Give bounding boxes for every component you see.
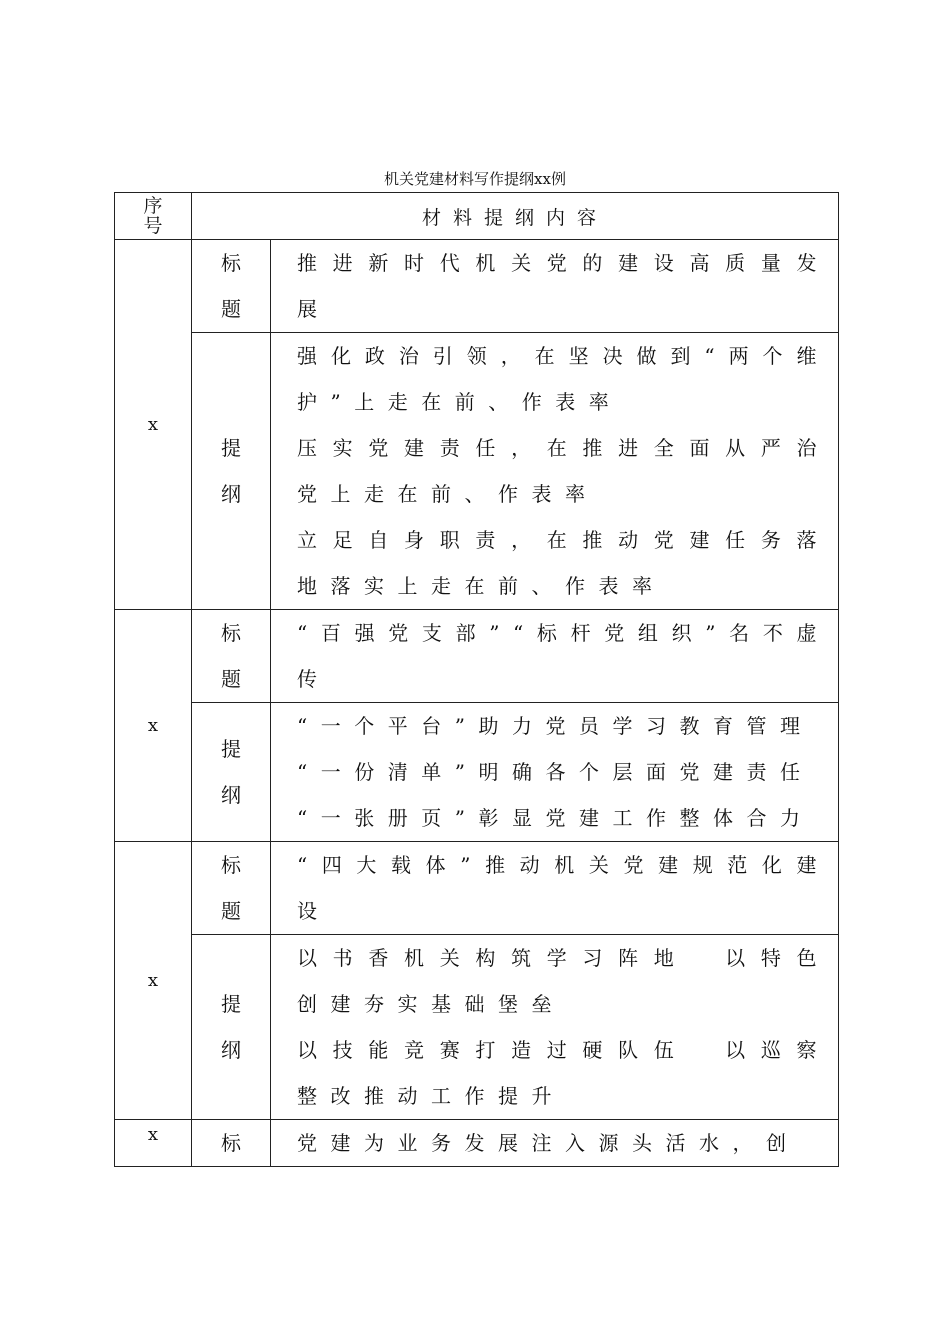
- section-outline-row: [115, 333, 839, 610]
- outline-label: 提纲: [192, 333, 271, 610]
- table-header-row: [115, 193, 839, 240]
- outline-label: 提纲: [192, 703, 271, 842]
- section-no: x: [115, 240, 192, 610]
- outline-item: “一张册页”彰显党建工作整体合力: [297, 806, 814, 830]
- section-title: 党建为业务发展注入源头活水，创: [271, 1120, 839, 1167]
- title-label: 标题: [192, 610, 271, 703]
- title-label: 标题: [192, 842, 271, 935]
- outline-label: 提纲: [192, 935, 271, 1120]
- section-title: “百强党支部”“标杆党组织”名不虚传: [271, 610, 839, 703]
- section-title: “四大载体”推动机关党建规范化建设: [271, 842, 839, 935]
- section-no: x: [115, 610, 192, 842]
- title-label: 标: [192, 1120, 271, 1167]
- outline-item: 立足自身职责，在推动党建任务落地落实上走在前、作表率: [297, 528, 831, 598]
- section-outline-row: [115, 935, 839, 1120]
- outline-item: 强化政治引领，在坚决做到“两个维护”上走在前、作表率: [297, 344, 831, 414]
- section-title-row: [115, 610, 839, 703]
- section-no: x: [115, 1120, 192, 1167]
- outline-item: “一份清单”明确各个层面党建责任: [297, 760, 814, 784]
- outline-item: “一个平台”助力党员学习教育管理: [297, 714, 814, 738]
- section-no: x: [115, 842, 192, 1120]
- section-outline-row: [115, 703, 839, 842]
- header-content: 材料提纲内容: [192, 193, 839, 240]
- section-outline: [271, 333, 839, 610]
- outline-item: 以书香机关构筑学习阵地 以特色创建夯实基础堡垒: [297, 946, 831, 1016]
- section-title: 推进新时代机关党的建设高质量发展: [271, 240, 839, 333]
- header-no: 序号: [115, 193, 192, 240]
- section-outline: [271, 703, 839, 842]
- section-title-row: [115, 842, 839, 935]
- outline-table: [114, 192, 839, 1167]
- outline-item: 以技能竞赛打造过硬队伍 以巡察整改推动工作提升: [297, 1038, 831, 1108]
- outline-item: 压实党建责任，在推进全面从严治党上走在前、作表率: [297, 436, 831, 506]
- section-outline: [271, 935, 839, 1120]
- section-title-row: [115, 1120, 839, 1167]
- document-title: 机关党建材料写作提纲xx例: [384, 170, 566, 188]
- title-label: 标题: [192, 240, 271, 333]
- section-title-row: [115, 240, 839, 333]
